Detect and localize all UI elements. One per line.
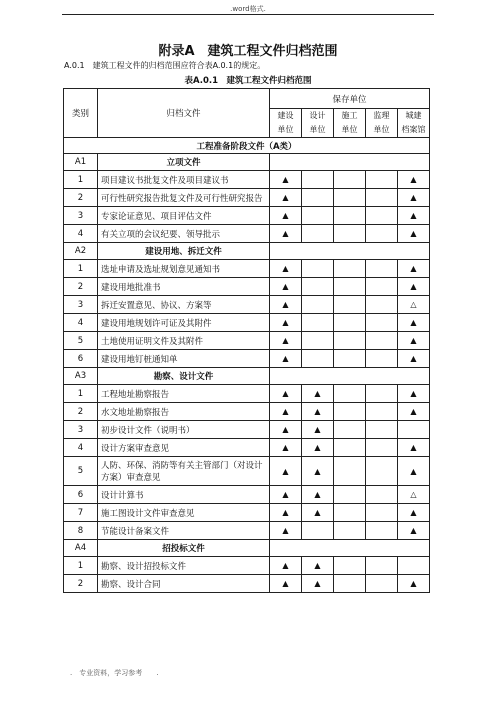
section-code: A3 — [64, 368, 98, 385]
archive-mark: ▲ — [270, 260, 302, 278]
archive-mark: ▲ — [302, 486, 334, 504]
archive-mark: ▲ — [398, 171, 430, 189]
archive-mark — [334, 385, 366, 403]
archive-mark — [302, 350, 334, 368]
row-number: 5 — [64, 332, 98, 350]
archive-mark: ▲ — [270, 350, 302, 368]
archive-mark — [398, 421, 430, 439]
archive-mark — [334, 314, 366, 332]
archive-mark: ▲ — [398, 522, 430, 540]
archive-mark: ▲ — [398, 457, 430, 486]
row-number: 1 — [64, 260, 98, 278]
table-row — [64, 557, 430, 575]
archive-mark: ▲ — [270, 557, 302, 575]
row-number: 6 — [64, 350, 98, 368]
archive-mark: ▲ — [398, 504, 430, 522]
row-number: 7 — [64, 504, 98, 522]
col-header-unit: 建设 单位 — [270, 109, 302, 138]
archive-mark: ▲ — [398, 403, 430, 421]
archive-mark: ▲ — [270, 486, 302, 504]
archive-mark: ▲ — [302, 504, 334, 522]
archive-mark: ▲ — [270, 504, 302, 522]
row-number: 2 — [64, 189, 98, 207]
row-number: 1 — [64, 557, 98, 575]
archive-mark — [366, 278, 398, 296]
archive-mark — [334, 296, 366, 314]
archive-mark — [302, 278, 334, 296]
document-name: 建设用地钉桩通知单 — [98, 350, 270, 368]
section-title: 勘察、设计文件 — [98, 368, 270, 385]
archive-mark: ▲ — [270, 296, 302, 314]
section-row — [64, 243, 430, 260]
archive-mark: ▲ — [270, 171, 302, 189]
document-name: 项目建议书批复文件及项目建议书 — [98, 171, 270, 189]
document-name: 水文地址勘察报告 — [98, 403, 270, 421]
archive-mark — [366, 486, 398, 504]
appendix-title: 附录A 建筑工程文件归档范围 — [158, 44, 338, 59]
archive-mark — [366, 296, 398, 314]
archive-mark: ▲ — [270, 575, 302, 593]
archive-mark: ▲ — [270, 522, 302, 540]
archive-mark: ▲ — [398, 189, 430, 207]
archive-mark: ▲ — [302, 403, 334, 421]
document-name: 设计计算书 — [98, 486, 270, 504]
section-code: A1 — [64, 154, 98, 171]
archive-mark: ▲ — [270, 314, 302, 332]
table-row — [64, 522, 430, 540]
archive-mark: ▲ — [302, 439, 334, 457]
document-name: 选址申请及选址规划意见通知书 — [98, 260, 270, 278]
archive-mark: ▲ — [270, 439, 302, 457]
archive-mark: ▲ — [398, 332, 430, 350]
table-row — [64, 350, 430, 368]
document-name: 设计方案审查意见 — [98, 439, 270, 457]
row-number: 1 — [64, 385, 98, 403]
archive-mark — [366, 421, 398, 439]
document-name: 初步设计文件（说明书） — [98, 421, 270, 439]
archive-mark — [366, 189, 398, 207]
page-header-text: .word格式. — [230, 5, 266, 13]
section-empty-cell — [270, 154, 430, 171]
row-number: 4 — [64, 439, 98, 457]
col-header-unit: 设计 单位 — [302, 109, 334, 138]
col-header-category: 类别 — [64, 89, 98, 138]
document-name: 可行性研究报告批复文件及可行性研究报告 — [98, 189, 270, 207]
archive-mark: ▲ — [398, 225, 430, 243]
archive-mark — [302, 522, 334, 540]
table-row — [64, 189, 430, 207]
row-number: 3 — [64, 207, 98, 225]
archive-mark — [302, 171, 334, 189]
archive-mark — [366, 403, 398, 421]
archive-mark — [334, 189, 366, 207]
intro-paragraph: A.0.1 建筑工程文件的归档范围应符合表A.0.1的规定。 — [64, 61, 266, 70]
row-number: 1 — [64, 171, 98, 189]
section-code: A2 — [64, 243, 98, 260]
row-number: 6 — [64, 486, 98, 504]
table-row — [64, 171, 430, 189]
row-number: 2 — [64, 575, 98, 593]
archive-mark: ▲ — [398, 278, 430, 296]
stage-title: 工程准备阶段文件（A类） — [64, 138, 430, 154]
archive-mark — [302, 314, 334, 332]
archive-mark: ▲ — [270, 278, 302, 296]
row-number: 2 — [64, 403, 98, 421]
archive-mark: ▲ — [270, 332, 302, 350]
archive-mark: △ — [398, 486, 430, 504]
archive-mark — [366, 522, 398, 540]
archive-mark — [334, 171, 366, 189]
row-number: 3 — [64, 421, 98, 439]
section-empty-cell — [270, 540, 430, 557]
document-name: 勘察、设计招投标文件 — [98, 557, 270, 575]
archive-mark — [366, 171, 398, 189]
archive-mark — [366, 575, 398, 593]
archive-mark: ▲ — [302, 421, 334, 439]
table-row — [64, 486, 430, 504]
archive-mark: ▲ — [270, 403, 302, 421]
archive-mark — [334, 207, 366, 225]
archive-mark — [334, 421, 366, 439]
archive-mark: △ — [398, 296, 430, 314]
archive-mark: ▲ — [270, 225, 302, 243]
table-row — [64, 575, 430, 593]
document-name: 节能设计备案文件 — [98, 522, 270, 540]
archive-mark: ▲ — [302, 385, 334, 403]
archive-mark — [334, 522, 366, 540]
table-row — [64, 278, 430, 296]
archive-mark — [366, 504, 398, 522]
archive-mark — [366, 225, 398, 243]
archive-mark — [366, 385, 398, 403]
header-divider — [62, 14, 434, 15]
table-row — [64, 421, 430, 439]
archive-mark — [334, 278, 366, 296]
section-row — [64, 540, 430, 557]
archive-mark — [366, 350, 398, 368]
table-row — [64, 260, 430, 278]
col-header-unit: 城建 档案馆 — [398, 109, 430, 138]
archive-mark — [334, 260, 366, 278]
document-name: 施工图设计文件审查意见 — [98, 504, 270, 522]
archive-mark — [334, 486, 366, 504]
archive-mark: ▲ — [398, 350, 430, 368]
table-row — [64, 504, 430, 522]
table-caption: 表A.0.1 建筑工程文件归档范围 — [184, 76, 312, 86]
archive-mark — [366, 457, 398, 486]
document-name: 工程地址勘察报告 — [98, 385, 270, 403]
section-empty-cell — [270, 368, 430, 385]
table-row — [64, 439, 430, 457]
document-name: 拆迁安置意见、协议、方案等 — [98, 296, 270, 314]
col-header-storage-units: 保存单位 — [270, 89, 430, 109]
section-empty-cell — [270, 243, 430, 260]
archive-mark — [302, 225, 334, 243]
section-title: 立项文件 — [98, 154, 270, 171]
section-row — [64, 368, 430, 385]
row-number: 3 — [64, 296, 98, 314]
archive-mark — [366, 314, 398, 332]
archive-mark: ▲ — [302, 557, 334, 575]
archive-mark: ▲ — [270, 385, 302, 403]
archive-mark — [366, 260, 398, 278]
archive-mark — [366, 207, 398, 225]
archive-mark — [334, 557, 366, 575]
row-number: 8 — [64, 522, 98, 540]
row-number: 4 — [64, 225, 98, 243]
archive-mark — [334, 225, 366, 243]
archive-mark — [302, 189, 334, 207]
document-name: 建设用地批准书 — [98, 278, 270, 296]
table-row — [64, 332, 430, 350]
archive-mark — [366, 439, 398, 457]
row-number: 5 — [64, 457, 98, 486]
archive-mark — [366, 332, 398, 350]
archive-mark — [334, 350, 366, 368]
archive-mark — [302, 332, 334, 350]
section-title: 建设用地、拆迁文件 — [98, 243, 270, 260]
archive-mark: ▲ — [270, 421, 302, 439]
section-code: A4 — [64, 540, 98, 557]
table-row — [64, 207, 430, 225]
archive-mark: ▲ — [398, 207, 430, 225]
col-header-document: 归档文件 — [98, 89, 270, 138]
archive-mark — [302, 260, 334, 278]
archive-mark — [334, 457, 366, 486]
col-header-unit: 施工 单位 — [334, 109, 366, 138]
table-row — [64, 225, 430, 243]
archive-mark — [334, 439, 366, 457]
archive-mark: ▲ — [398, 385, 430, 403]
document-name: 土地使用证明文件及其附件 — [98, 332, 270, 350]
document-name: 有关立项的会议纪要、领导批示 — [98, 225, 270, 243]
archive-mark: ▲ — [302, 457, 334, 486]
archive-mark — [398, 557, 430, 575]
archive-mark — [334, 575, 366, 593]
table-row — [64, 457, 430, 486]
archive-mark — [334, 403, 366, 421]
table-row — [64, 314, 430, 332]
archive-mark — [334, 504, 366, 522]
archive-mark: ▲ — [398, 314, 430, 332]
archive-mark: ▲ — [270, 457, 302, 486]
document-name: 建设用地规划许可证及其附件 — [98, 314, 270, 332]
archive-mark: ▲ — [302, 575, 334, 593]
archive-mark — [302, 296, 334, 314]
table-row — [64, 296, 430, 314]
document-name: 勘察、设计合同 — [98, 575, 270, 593]
archive-scope-table — [63, 88, 430, 593]
row-number: 4 — [64, 314, 98, 332]
archive-mark: ▲ — [398, 439, 430, 457]
archive-mark — [334, 332, 366, 350]
table-row — [64, 385, 430, 403]
section-title: 招投标文件 — [98, 540, 270, 557]
table-row — [64, 403, 430, 421]
document-name: 专家论证意见、项目评估文件 — [98, 207, 270, 225]
archive-mark — [302, 207, 334, 225]
archive-mark: ▲ — [270, 189, 302, 207]
archive-mark: ▲ — [398, 260, 430, 278]
archive-mark: ▲ — [398, 575, 430, 593]
archive-mark: ▲ — [270, 207, 302, 225]
document-name: 人防、环保、消防等有关主管部门（对设计方案）审查意见 — [98, 457, 270, 486]
row-number: 2 — [64, 278, 98, 296]
archive-mark — [366, 557, 398, 575]
col-header-unit: 监理 单位 — [366, 109, 398, 138]
page-footer: . 专业资料，学习参考 . — [70, 669, 159, 677]
section-row — [64, 154, 430, 171]
